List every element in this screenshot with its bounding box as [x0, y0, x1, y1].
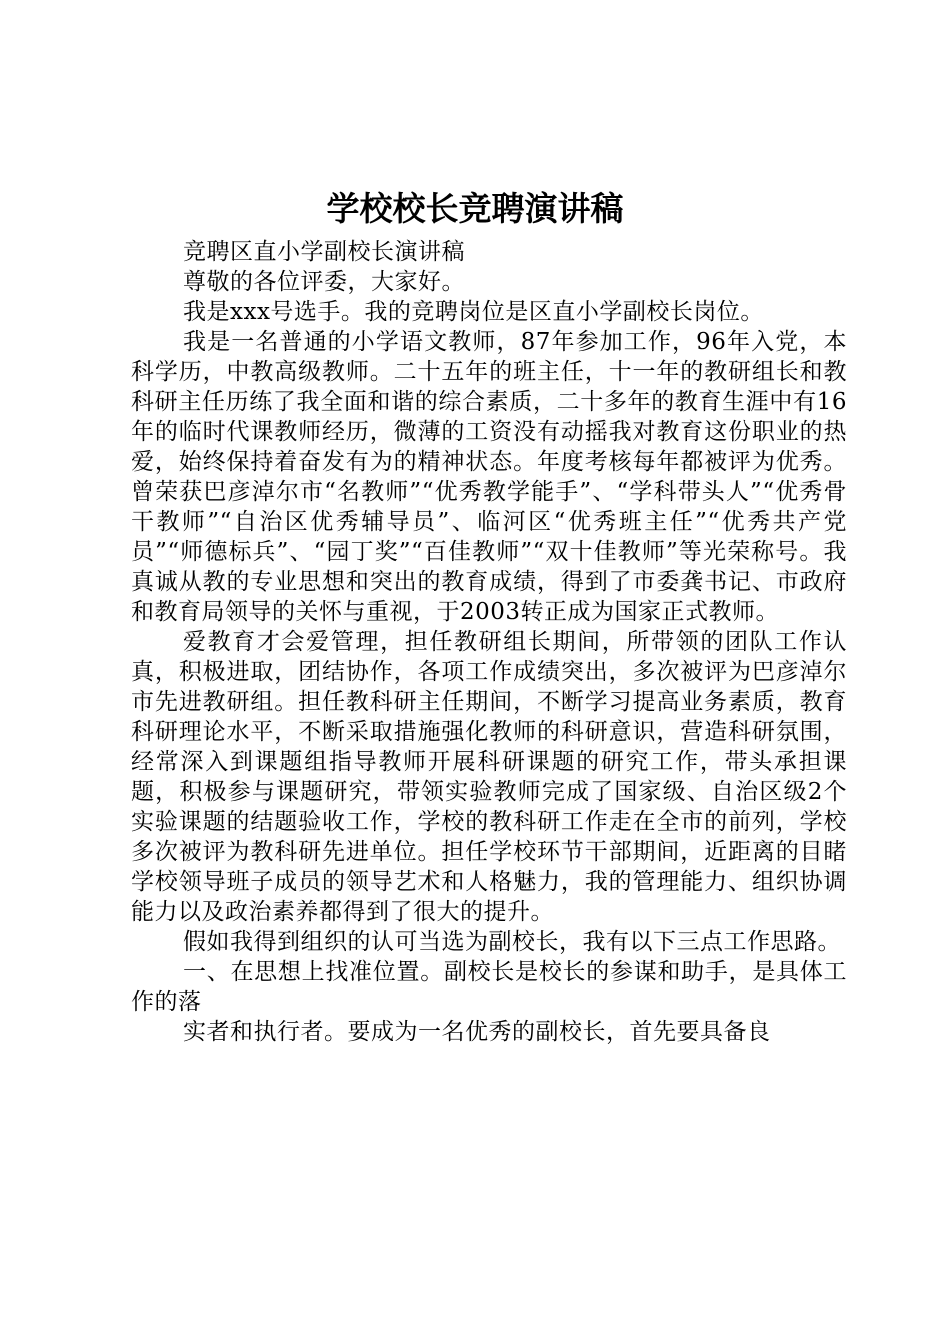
paragraph-intro: 我是xxx号选手。我的竞聘岗位是区直小学副校长岗位。 [183, 299, 764, 325]
paragraph-background: 我是一名普通的小学语文教师，87年参加工作，96年入党，本科学历，中教高级教师。二十五年的班主任，十一年的教研组长和教科研主任历练了我全面和谐的综合素质，二十多年的教育生涯中有16年的临时代课教师经历，微薄的工资没有动摇我对教育这份职业的热爱，始终保持着奋发有为的精神状态。年度考核每年都被评为优秀。曾荣获巴彦淖尔市“名教师”“优秀教学能手”、“学科带头人”“优秀骨干教师”“自治区优秀辅导员”、临河区“优秀班主任”“优秀共产党员”“师德标兵”、“园丁奖”“百佳教师”“双十佳教师”等光荣称号。我真诚从教的专业思想和突出的教育成绩，得到了市委龚书记、市政府和教育局领导的关怀与重视，于2003转正成为国家正式教师。 [131, 329, 847, 625]
paragraph-point-one: 一、在思想上找准位置。副校长是校长的参谋和助手，是具体工作的落 [131, 959, 847, 1015]
paragraph-subtitle: 竞聘区直小学副校长演讲稿 [183, 239, 465, 265]
paragraph-point-one-continued: 实者和执行者。要成为一名优秀的副校长，首先要具备良 [183, 1019, 771, 1045]
paragraph-plan-intro: 假如我得到组织的认可当选为副校长，我有以下三点工作思路。 [183, 929, 841, 955]
paragraph-management: 爱教育才会爱管理，担任教研组长期间，所带领的团队工作认真，积极进取，团结协作，各项工作成绩突出，多次被评为巴彦淖尔市先进教研组。担任教科研主任期间，不断学习提高业务素质，教育科研理论水平，不断采取措施强化教师的科研意识，营造科研氛围，经常深入到课题组指导教师开展科研课题的研究工作，带头承担课题，积极参与课题研究，带领实验教师完成了国家级、自治区级2个实验课题的结题验收工作，学校的教科研工作走在全市的前列，学校多次被评为教科研先进单位。担任学校环节干部期间，近距离的目睹学校领导班子成员的领导艺术和人格魅力，我的管理能力、组织协调能力以及政治素养都得到了很大的提升。 [131, 629, 847, 925]
paragraph-greeting: 尊敬的各位评委，大家好。 [183, 269, 465, 295]
document-body [131, 237, 847, 1047]
document-title: 学校校长竞聘演讲稿 [326, 189, 624, 228]
